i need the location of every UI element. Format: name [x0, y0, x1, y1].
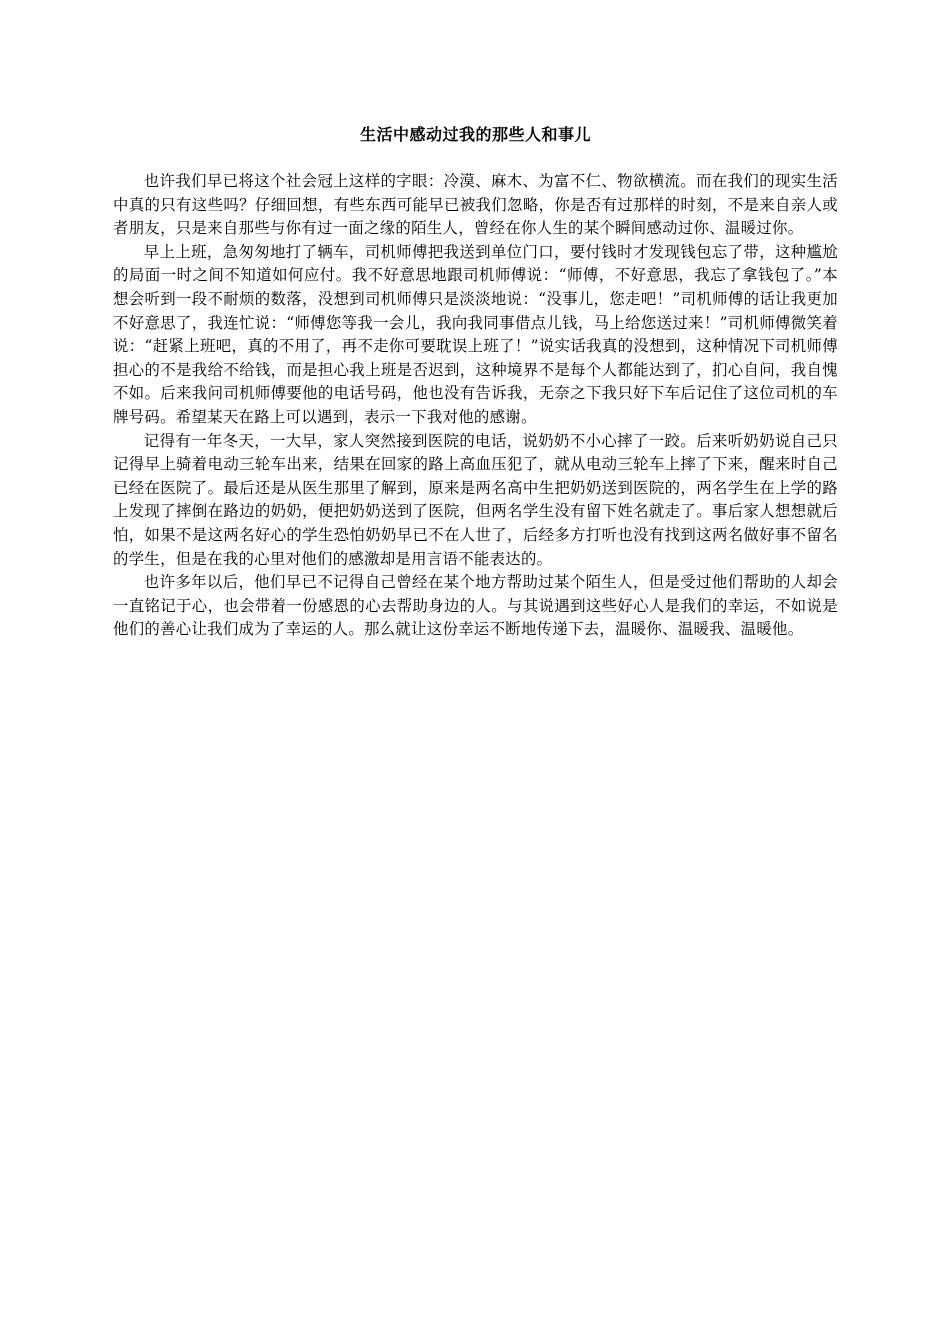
paragraph-grandmother: 记得有一年冬天，一大早，家人突然接到医院的电话，说奶奶不小心摔了一跤。后来听奶奶说自己只记得早上骑着电动三轮车出来，结果在回家的路上高血压犯了，就从电动三轮车上摔了下来，醒来时自己已经在医院了。最后还是从医生那里了解到，原来是两名高中生把奶奶送到医院的，两名学生在上学的路上发现了摔倒在路边的奶奶，便把奶奶送到了医院，但两名学生没有留下姓名就走了。事后家人想想就后怕，如果不是这两名好心的学生恐怕奶奶早已不在人世了，后经多方打听也没有找到这两名做好事不留名的学生，但是在我的心里对他们的感激却是用言语不能表达的。	[113, 431, 838, 568]
document-title: 生活中感动过我的那些人和事儿	[359, 125, 591, 144]
paragraph-conclusion: 也许多年以后，他们早已不记得自己曾经在某个地方帮助过某个陌生人，但是受过他们帮助的人却会一直铭记于心，也会带着一份感恩的心去帮助身边的人。与其说遇到这些好心人是我们的幸运，不如说是他们的善心让我们成为了幸运的人。那么就让这份幸运不断地传递下去，温暖你、温暖我、温暖他。	[113, 573, 838, 639]
document-body	[113, 124, 838, 642]
paragraph-intro: 也许我们早已将这个社会冠上这样的字眼：冷漠、麻木、为富不仁、物欲横流。而在我们的现实生活中真的只有这些吗？仔细回想，有些东西可能早已被我们忽略，你是否有过那样的时刻，不是来自亲人或者朋友，只是来自那些与你有过一面之缘的陌生人，曾经在你人生的某个瞬间感动过你、温暖过你。	[113, 172, 838, 238]
paragraph-taxi-driver: 早上上班，急匆匆地打了辆车，司机师傅把我送到单位门口，要付钱时才发现钱包忘了带，这种尴尬的局面一时之间不知道如何应付。我不好意思地跟司机师傅说：“师傅，不好意思，我忘了拿钱包了。”本想会听到一段不耐烦的数落，没想到司机师傅只是淡淡地说：“没事儿，您走吧！”司机师傅的话让我更加不好意思了，我连忙说：“师傅您等我一会儿，我向我同事借点儿钱，马上给您送过来！”司机师傅微笑着说：“赶紧上班吧，真的不用了，再不走你可要耽误上班了！”说实话我真的没想到，这种情况下司机师傅担心的不是我给不给钱，而是担心我上班是否迟到，这种境界不是每个人都能达到了，扪心自问，我自愧不如。后来我问司机师傅要他的电话号码，他也没有告诉我，无奈之下我只好下车后记住了这位司机的车牌号码。希望某天在路上可以遇到，表示一下我对他的感谢。	[113, 242, 838, 426]
